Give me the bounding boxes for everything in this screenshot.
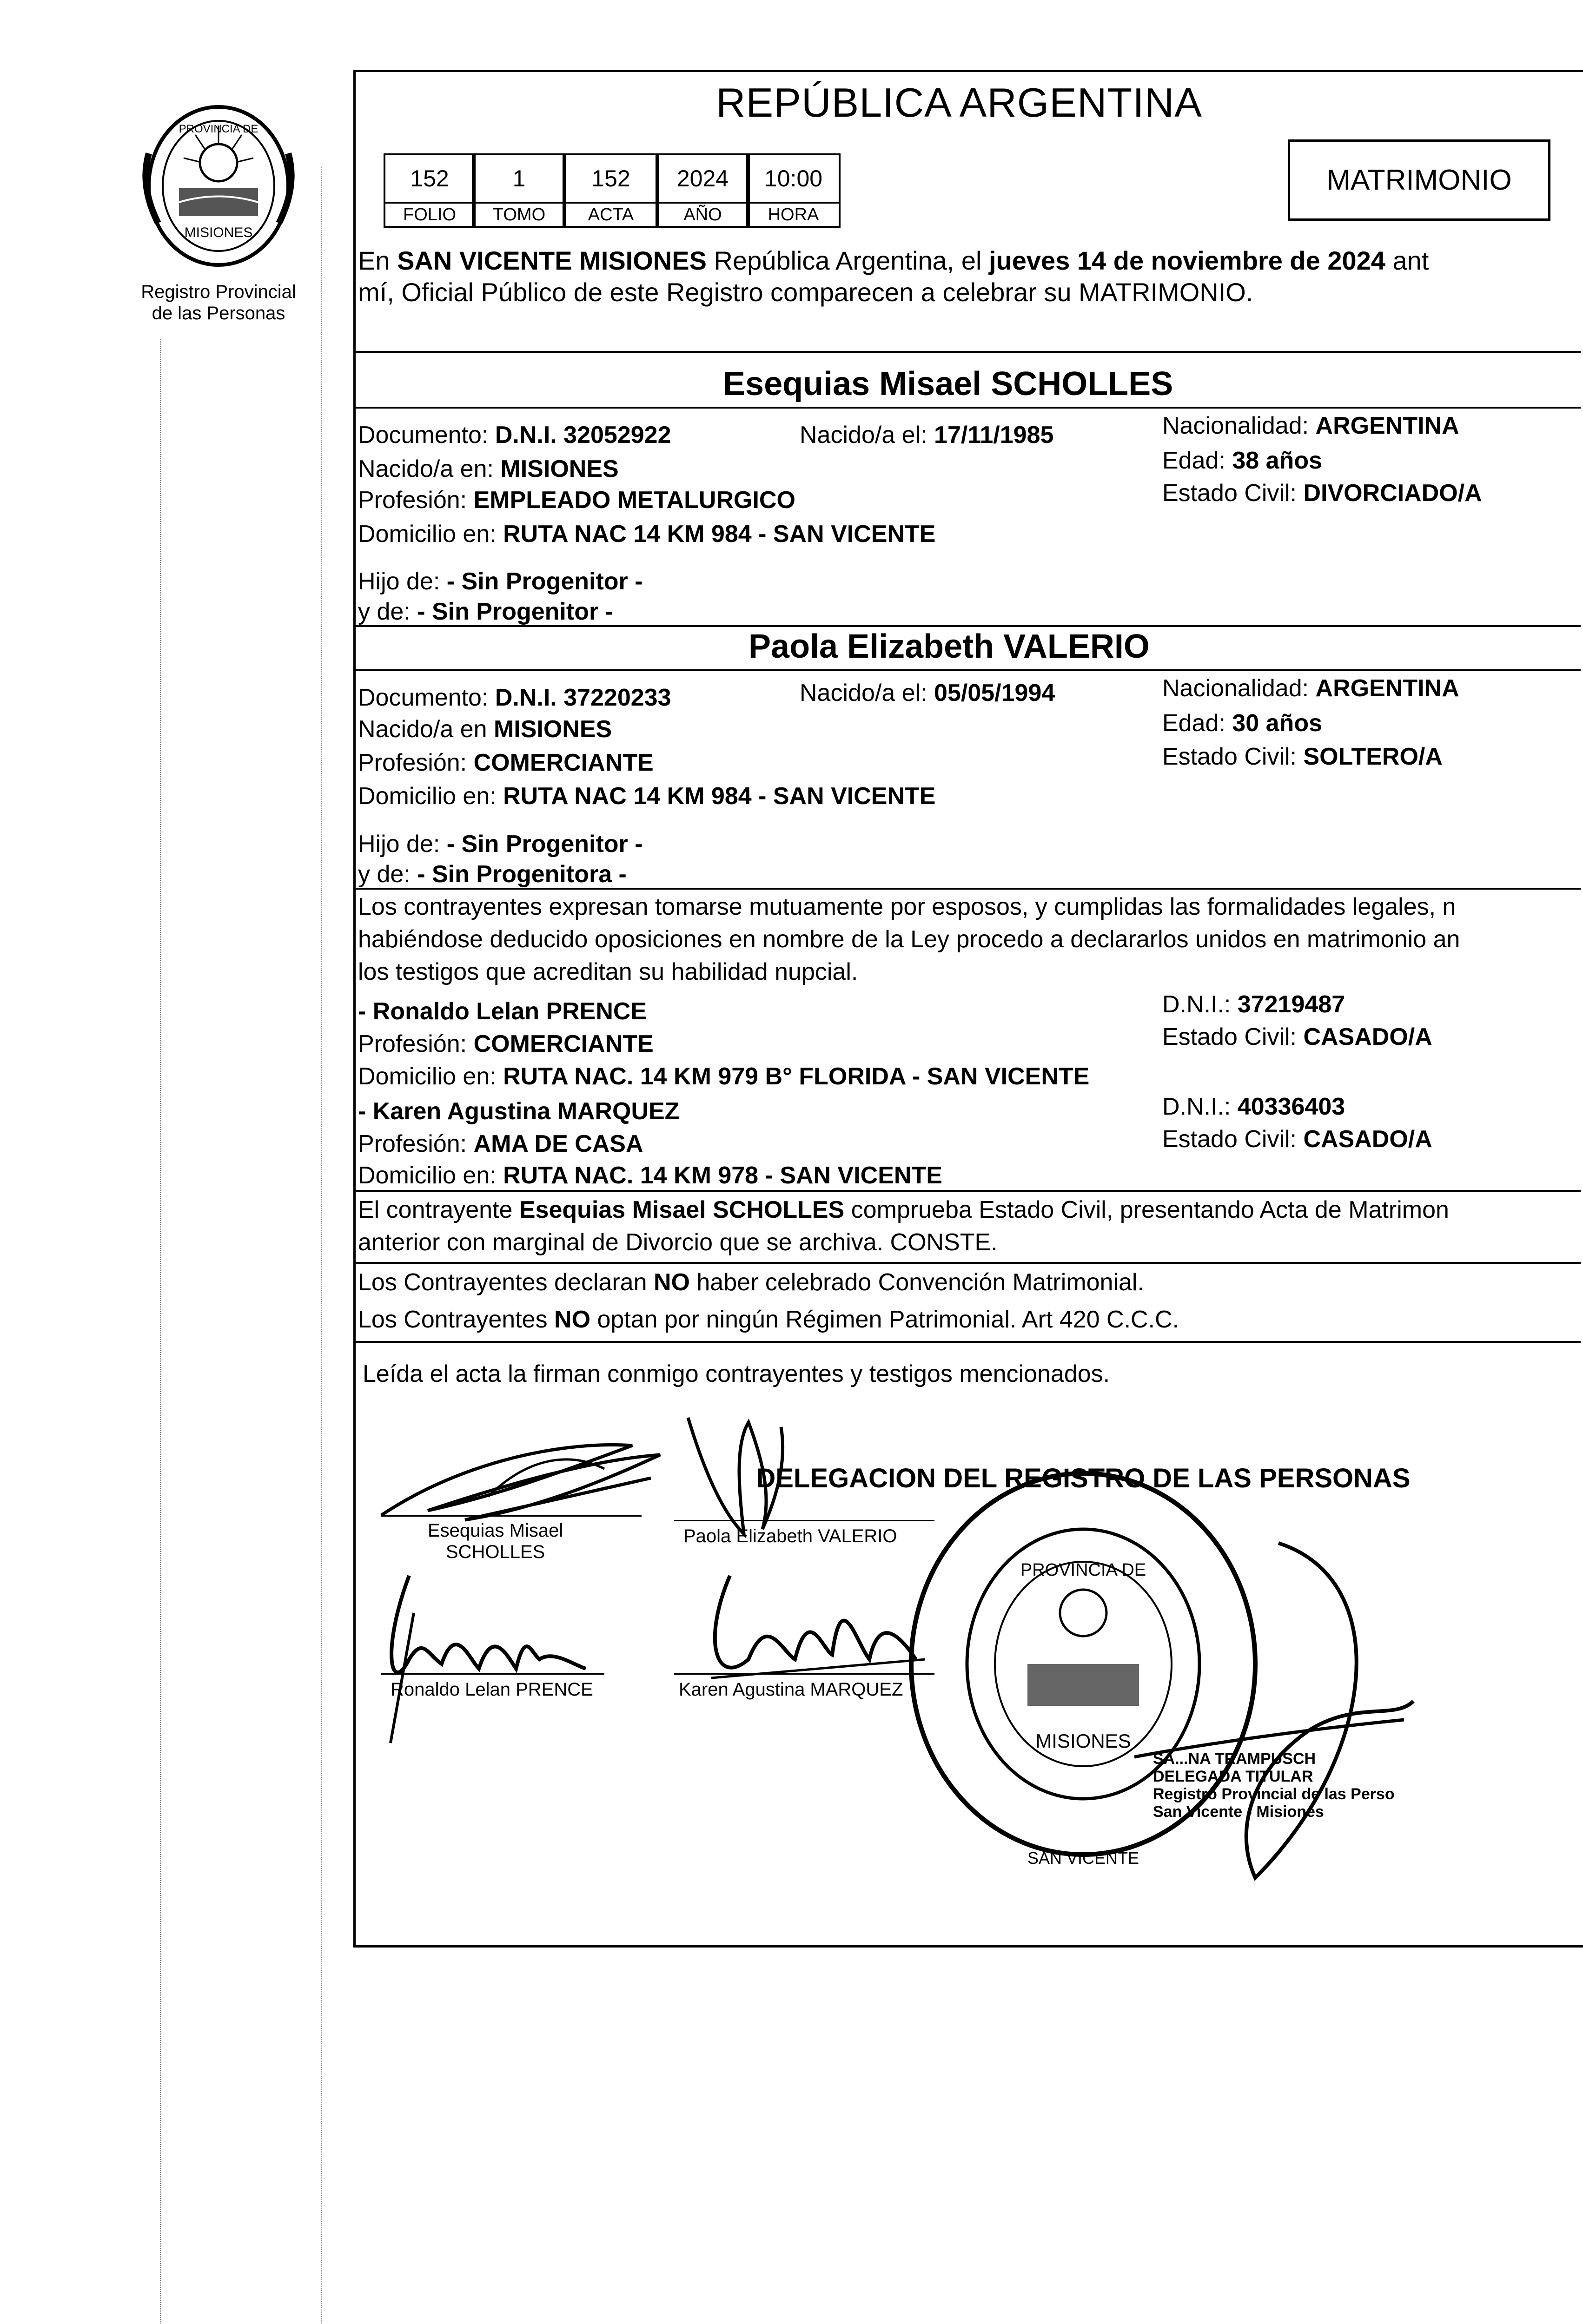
party2-birthplace: Nacido/a en MISIONES — [358, 716, 612, 743]
svg-text:SAN VICENTE: SAN VICENTE — [1027, 1849, 1139, 1868]
divider — [353, 1190, 1581, 1192]
party1-address: Domicilio en: RUTA NAC 14 KM 984 - SAN VICENTE — [358, 521, 936, 548]
hora-value: 10:00 — [746, 153, 841, 204]
party2-father: Hijo de: - Sin Progenitor - — [358, 831, 643, 858]
intro-line-2: mí, Oficial Público de este Registro comparecen a celebrar su MATRIMONIO. — [358, 277, 1253, 307]
witness1-dni: D.N.I.: 37219487 — [1162, 991, 1345, 1018]
witness2-profession: Profesión: AMA DE CASA — [358, 1130, 643, 1157]
civil-status-note-2: anterior con marginal de Divorcio que se archiva. CONSTE. — [358, 1229, 998, 1256]
divider — [353, 351, 1581, 353]
declaration-line-1: Los contrayentes expresan tomarse mutuamente por esposos, y cumplidas las formalidades legales, n — [358, 893, 1456, 920]
party2-mother: y de: - Sin Progenitora - — [358, 861, 627, 888]
party1-document: Documento: D.N.I. 32052922 — [358, 422, 671, 449]
folio-value: 152 — [384, 153, 476, 204]
signature-prence — [363, 1557, 604, 1752]
divider — [353, 1341, 1581, 1343]
party1-birthplace: Nacido/a en: MISIONES — [358, 456, 619, 482]
divider — [353, 625, 1581, 627]
act-type-box: MATRIMONIO — [1288, 139, 1550, 221]
divider — [353, 669, 1581, 671]
svg-text:PROVINCIA DE: PROVINCIA DE — [1020, 1560, 1146, 1580]
folio-label: FOLIO — [384, 204, 476, 228]
party1-name: Esequias Misael SCHOLLES — [723, 365, 1173, 403]
party2-nationality: Nacionalidad: ARGENTINA — [1162, 675, 1459, 702]
party1-mother: y de: - Sin Progenitor - — [358, 598, 613, 625]
svg-text:PROVINCIA DE: PROVINCIA DE — [179, 123, 258, 135]
convention-line: Los Contrayentes declaran NO haber celebrado Convención Matrimonial. — [358, 1269, 1144, 1296]
party1-civil-status: Estado Civil: DIVORCIADO/A — [1162, 480, 1482, 507]
declaration-line-3: los testigos que acreditan su habilidad nupcial. — [358, 958, 858, 985]
witness1-civil-status: Estado Civil: CASADO/A — [1162, 1023, 1432, 1050]
witness2-dni: D.N.I.: 40336403 — [1162, 1093, 1345, 1120]
divider — [353, 1262, 1581, 1264]
civil-status-note-1: El contrayente Esequias Misael SCHOLLES comprueba Estado Civil, presentando Acta de Matrimon — [358, 1196, 1449, 1223]
party1-father: Hijo de: - Sin Progenitor - — [358, 568, 643, 595]
witness1-profession: Profesión: COMERCIANTE — [358, 1030, 654, 1057]
witness1-name: - Ronaldo Lelan PRENCE — [358, 998, 647, 1025]
witness2-name: - Karen Agustina MARQUEZ — [358, 1098, 680, 1125]
party2-document: Documento: D.N.I. 37220233 — [358, 684, 671, 711]
party1-birthdate: Nacido/a el: 17/11/1985 — [800, 422, 1054, 449]
signature-line — [381, 1673, 604, 1675]
party2-civil-status: Estado Civil: SOLTERO/A — [1162, 743, 1443, 770]
party2-birthdate: Nacido/a el: 05/05/1994 — [800, 680, 1055, 706]
closing-statement: Leída el acta la firman conmigo contrayentes y testigos mencionados. — [363, 1360, 1110, 1387]
page-title: REPÚBLICA ARGENTINA — [716, 79, 1202, 125]
regime-line: Los Contrayentes NO optan por ningún Régimen Patrimonial. Art 420 C.C.C. — [358, 1306, 1179, 1333]
tomo-label: TOMO — [472, 204, 566, 228]
signature-caption-valerio: Paola Elizabeth VALERIO — [683, 1526, 897, 1546]
witness1-address: Domicilio en: RUTA NAC. 14 KM 979 B° FLORIDA - SAN VICENTE — [358, 1063, 1090, 1090]
party2-name: Paola Elizabeth VALERIO — [748, 628, 1150, 665]
intro-line-1: En SAN VICENTE MISIONES República Argentina, el jueves 14 de noviembre de 2024 ant — [358, 246, 1429, 275]
anio-label: AÑO — [656, 204, 750, 228]
acta-value: 152 — [563, 153, 659, 204]
divider — [353, 407, 1581, 409]
party2-profession: Profesión: COMERCIANTE — [358, 749, 654, 776]
svg-text:MISIONES: MISIONES — [184, 225, 253, 240]
tomo-value: 1 — [472, 153, 566, 204]
divider — [353, 888, 1581, 890]
official-stamp: SA...NA TRAMPUSCH DELEGADA TITULAR Registro Provincial de las Perso San Vicente - Misiones — [1153, 1750, 1395, 1821]
svg-text:MISIONES: MISIONES — [1035, 1730, 1131, 1752]
svg-text:DELEGACION DEL REGISTRO DE LAS: DELEGACION DEL REGISTRO DE LAS PERSONAS — [756, 1463, 1411, 1493]
witness2-address: Domicilio en: RUTA NAC. 14 KM 978 - SAN VICENTE — [358, 1162, 942, 1189]
registry-caption: Registro Provincial de las Personas — [141, 282, 296, 324]
party1-nationality: Nacionalidad: ARGENTINA — [1162, 412, 1459, 439]
registry-logo — [130, 98, 307, 274]
signature-caption-scholles: Esequias Misael SCHOLLES — [428, 1520, 563, 1562]
declaration-line-2: habiéndose deducido oposiciones en nombre de la Ley procedo a declararlos unidos en matrimonio an — [358, 926, 1460, 953]
province-seal-icon — [130, 98, 307, 274]
hora-label: HORA — [746, 204, 841, 228]
acta-label: ACTA — [563, 204, 659, 228]
signature-line — [381, 1515, 642, 1517]
party1-profession: Profesión: EMPLEADO METALURGICO — [358, 487, 795, 514]
party1-age: Edad: 38 años — [1162, 447, 1322, 474]
left-margin-line-2 — [321, 167, 322, 2324]
signature-caption-prence: Ronaldo Lelan PRENCE — [391, 1679, 593, 1700]
party2-address: Domicilio en: RUTA NAC 14 KM 984 - SAN VICENTE — [358, 783, 936, 810]
witness2-civil-status: Estado Civil: CASADO/A — [1162, 1126, 1432, 1153]
anio-value: 2024 — [656, 153, 750, 204]
official-signature — [1116, 1525, 1441, 1906]
party2-age: Edad: 30 años — [1162, 710, 1322, 737]
left-margin-line — [160, 339, 161, 2324]
signature-caption-marquez: Karen Agustina MARQUEZ — [679, 1679, 903, 1700]
